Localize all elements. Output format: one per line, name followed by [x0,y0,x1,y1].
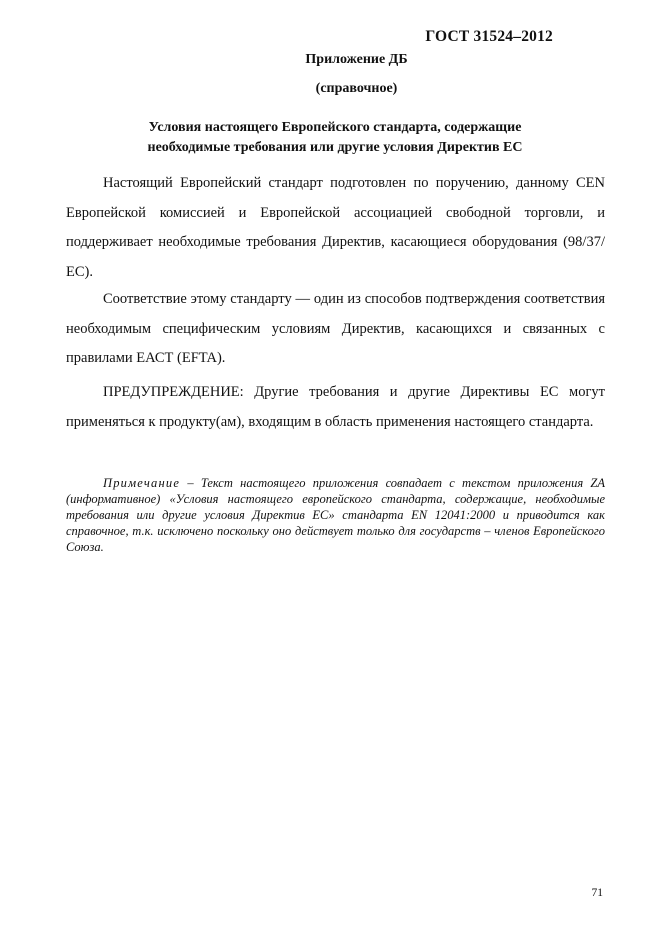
section-heading-line-1: Условия настоящего Европейского стандарта, содержащие [148,120,522,135]
appendix-title: Приложение ДБ [305,52,408,67]
appendix-subtitle: (справочное) [315,81,398,96]
paragraph-conformity: Соответствие этому стандарту — один из способов подтверждения соответствия необходимым специфическим условиям Директив, касающихся и связанных с правилами ЕАСТ (EFTA). [66,291,605,366]
note-text: – Текст настоящего приложения совпадает с текстом приложения ZA (информативное) «Условия настоящего европейского стандарта, содержащие, необходимые требования или другие условия Директив ЕС» стандарта EN 12041:2000 и приводится как справочное, т.к. исключено поскольку оно действует только для государств – членов Европейского Союза. [66,476,605,554]
note [66,475,605,555]
section-heading-line-2: необходимые требования или другие условия Директив ЕС [147,140,523,155]
section-heading [90,118,580,158]
paragraph-mandate: Настоящий Европейский стандарт подготовлен по поручению, данному CEN Европейской комиссией и Европейской ассоциацией свободной торговли, и поддерживает необходимые требования Директив, касающиеся оборудования (98/37/ЕС). [66,175,605,280]
standard-code: ГОСТ 31524–2012 [425,28,553,45]
page-number: 71 [591,887,603,899]
paragraph-warning: ПРЕДУПРЕЖДЕНИЕ: Другие требования и другие Директивы ЕС могут применяться к продукту(ам), входящим в область применения настоящего стандарта. [66,384,605,430]
note-label: Примечание [103,476,181,490]
